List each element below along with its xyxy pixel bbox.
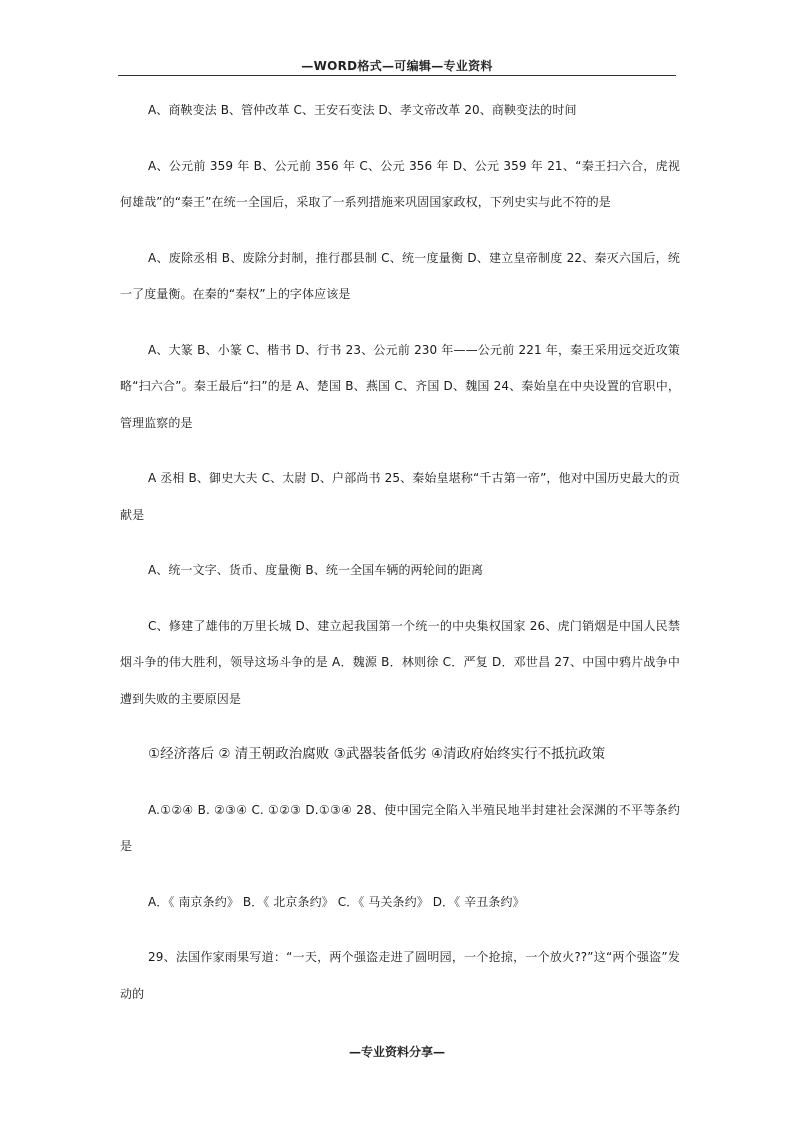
paragraph-options-25-ab: A、统一文字、货币、度量衡 B、统一全国车辆的两轮间的距离 xyxy=(148,563,484,577)
paragraph-options-19: A、商鞅变法 B、管仲改革 C、王安石变法 D、孝文帝改革 20、商鞅变法的时间 xyxy=(148,103,577,117)
page-header: —WORD格式—可编辑—专业资料 xyxy=(301,59,493,73)
paragraph-reasons-list: ①经济落后 ② 清王朝政治腐败 ③武器装备低劣 ④清政府始终实行不抵抗政策 xyxy=(148,746,606,762)
page-footer: —专业资料分享— xyxy=(348,1045,445,1059)
header-divider xyxy=(118,75,676,76)
paragraph-question-23-24: A、大篆 B、小篆 C、楷书 D、行书 23、公元前 230 年——公元前 221 年，秦王采用远交近攻策略“扫六合”。秦王最后“扫”的是 A、楚国 B、燕国 C、齐国 D、魏国 24、秦始皇在中央设置的官职中，管理监察的是 xyxy=(120,342,680,430)
paragraph-question-22: A、废除丞相 B、废除分封制，推行郡县制 C、统一度量衡 D、建立皇帝制度 22、秦灭六国后，统一了度量衡。在秦的“秦权”上的字体应该是 xyxy=(120,250,680,301)
paragraph-question-25: A 丞相 B、御史大夫 C、太尉 D、户部尚书 25、秦始皇堪称“千古第一帝”，他对中国历史最大的贡献是 xyxy=(120,471,680,522)
paragraph-question-29: 29、法国作家雨果写道：“一天，两个强盗走进了圆明园，一个抢掠，一个放火??”这“两个强盗”发动的 xyxy=(120,950,680,1001)
paragraph-question-21: A、公元前 359 年 B、公元前 356 年 C、公元 356 年 D、公元 359 年 21、“秦王扫六合，虎视何雄哉”的“秦王”在统一全国后，采取了一系列措施来巩固国家政权，下列史实与此不符的是 xyxy=(120,158,680,209)
paragraph-question-28: A.①②④ B. ②③④ C. ①②③ D.①③④ 28、使中国完全陷入半殖民地半封建社会深渊的不平等条约是 xyxy=(120,802,680,853)
document-body xyxy=(120,92,680,1031)
paragraph-options-28: A．《 南京条约》 B．《 北京条约》 C．《 马关条约》 D．《 辛丑条约》 xyxy=(148,894,525,909)
paragraph-question-26-27: C、修建了雄伟的万里长城 D、建立起我国第一个统一的中央集权国家 26、虎门销烟是中国人民禁烟斗争的伟大胜利，领导这场斗争的是 A．魏源 B．林则徐 C．严复 D．邓世昌 27、中国中鸦片战争中遭到失败的主要原因是 xyxy=(120,618,680,706)
